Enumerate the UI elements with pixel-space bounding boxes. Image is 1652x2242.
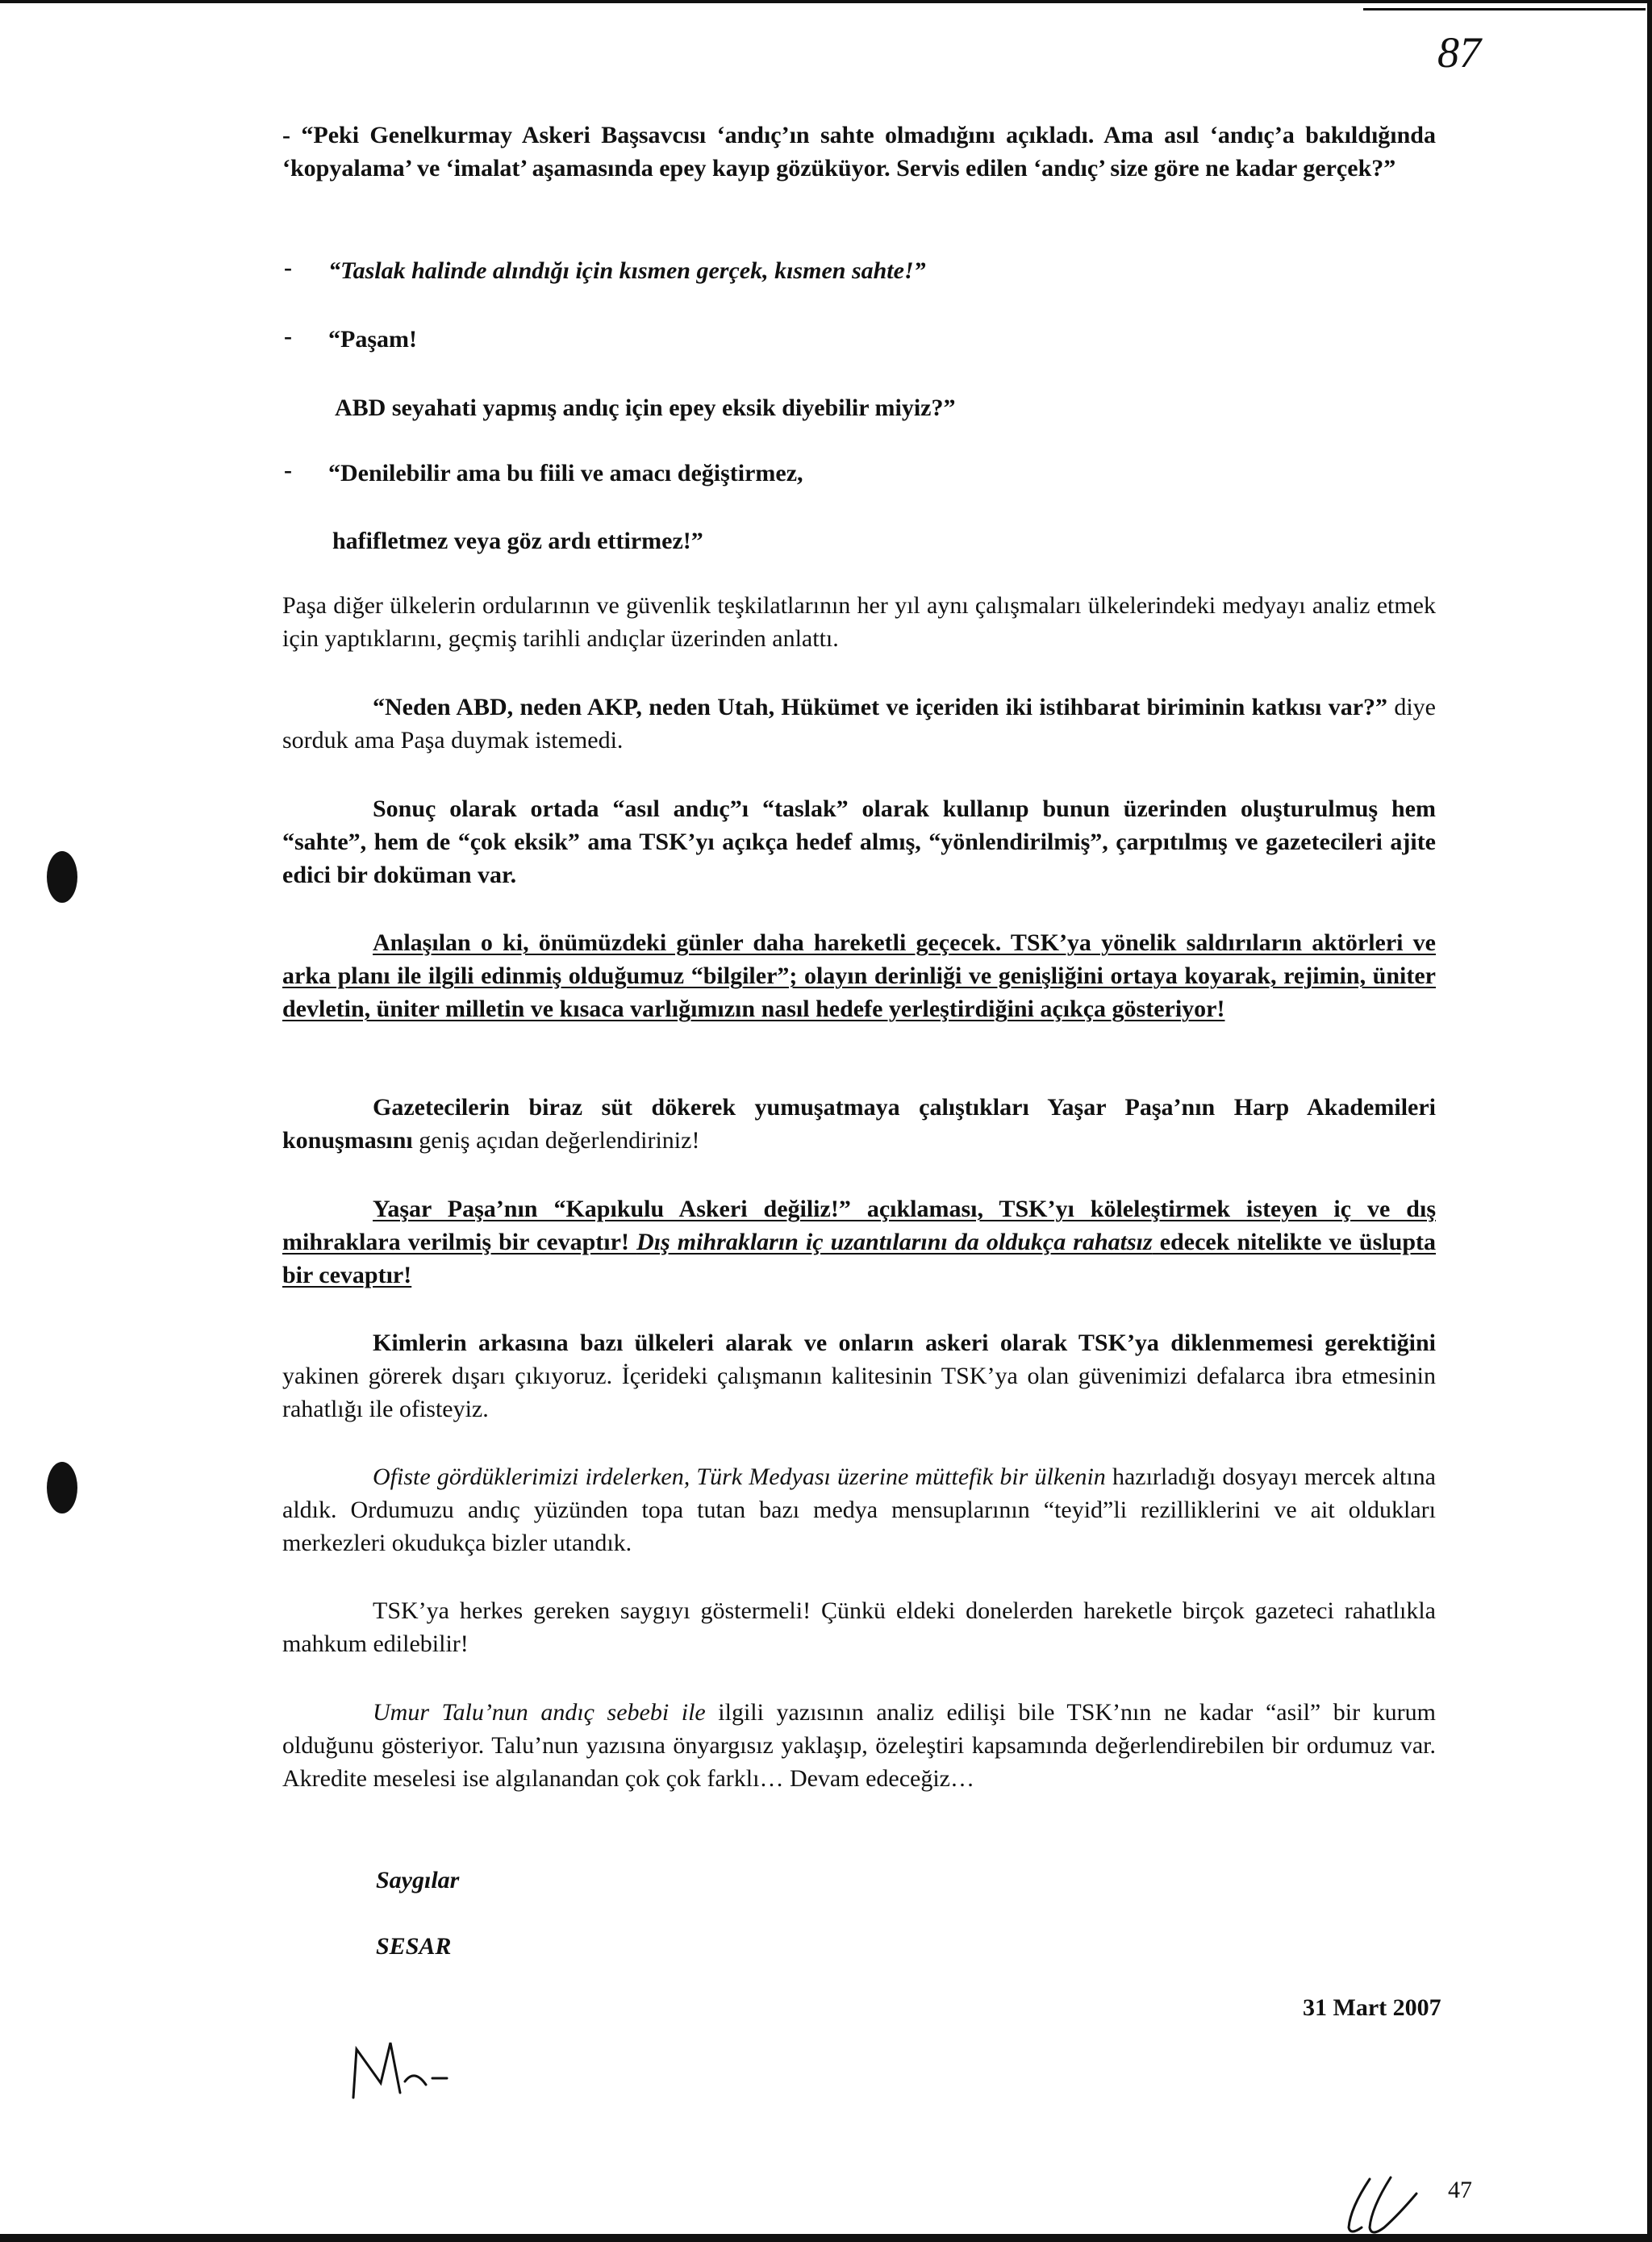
kapikulu-italic: Dış mihrakların iç uzantılarını da oldukça rahatsız	[636, 1229, 1153, 1255]
paragraph-talu	[282, 1696, 1436, 1795]
handwritten-page-number: 87	[1437, 28, 1481, 77]
signature-name: SESAR	[376, 1933, 452, 1960]
speech-rest: geniş açıdan değerlendiriniz!	[412, 1127, 700, 1154]
dash-marker-1: -	[284, 254, 292, 281]
page-number: 47	[1448, 2177, 1472, 2203]
handwritten-initial-signature	[348, 2033, 461, 2106]
scan-border-top	[0, 0, 1652, 3]
handwritten-corner-signature	[1339, 2174, 1444, 2239]
paragraph-media-file	[282, 1460, 1436, 1559]
talu-italic: Umur Talu’nun andıç sebebi ile	[373, 1699, 706, 1726]
punch-hole-top	[47, 851, 77, 903]
speech-bold: Gazetecilerin biraz süt dökerek yumuşatmaya çalıştıkları Yaşar Paşa’nın Harp Akademileri konuşmasını	[282, 1094, 1436, 1154]
talu-rest: ilgili yazısının analiz edilişi bile TSK’nın ne kadar “asil” bir kurum olduğunu gösteriyor. Talu’nun yazısına önyargısız yaklaşıp, özeleştiri kapsamında değerlendirebilen bir ordumuz var. Akredite meselesi ise algılanandan çok çok farklı… Devam edeceğiz…	[282, 1699, 1436, 1792]
closing: Saygılar	[376, 1867, 460, 1893]
question-2-line-1: “Paşam!	[328, 326, 417, 353]
dash-marker-3: -	[284, 457, 292, 483]
scan-border-right	[1647, 0, 1652, 2242]
paragraph-kapikulu	[282, 1192, 1436, 1292]
paragraph-office	[282, 1326, 1436, 1426]
office-bold: Kimlerin arkasına bazı ülkeleri alarak ve onların askeri olarak TSK’ya diklenmemesi gerektiğini	[373, 1330, 1436, 1356]
scan-line-top-right	[1363, 8, 1646, 10]
punch-hole-bottom	[47, 1462, 77, 1513]
media-file-italic: Ofiste gördüklerimizi irdelerken, Türk Medyası üzerine müttefik bir ülkenin	[373, 1463, 1106, 1490]
answer-3-line-2: hafifletmez veya göz ardı ettirmez!”	[332, 528, 703, 554]
question-why-rest: diye sorduk ama Paşa duymak istemedi.	[282, 694, 1437, 754]
kapikulu-end: edecek nitelikte ve üslupta bir cevaptır!	[282, 1229, 1436, 1288]
question-why-bold: “Neden ABD, neden AKP, neden Utah, Hükümet ve içeriden iki istihbarat biriminin katkısı var?”	[373, 694, 1388, 720]
office-rest: yakinen görerek dışarı çıkıyoruz. İçerideki çalışmanın kalitesinin TSK’ya olan güvenimizi defalarca ibra etmesinin rahatlığı ile ofisteyiz.	[282, 1363, 1436, 1422]
dash-marker-2: -	[284, 323, 292, 349]
answer-3-line-1: “Denilebilir ama bu fiili ve amacı değiştirmez,	[328, 460, 803, 486]
document-date: 31 Mart 2007	[1303, 1994, 1441, 2021]
paragraph-analysis: Paşa diğer ülkelerin ordularının ve güvenlik teşkilatlarının her yıl aynı çalışmaları ülkelerindeki medyayı analiz etmek için yaptıklarını, geçmiş tarihli andıçlar üzerinden anlattı.	[282, 592, 1436, 652]
media-file-rest: hazırladığı dosyayı mercek altına aldık. Ordumuzu andıç yüzünden topa tutan bazı medya mensuplarının “teyid”li rezilliklerini ve ait oldukları merkezleri okudukça bizler utandık.	[282, 1463, 1436, 1556]
paragraph-respect: TSK’ya herkes gereken saygıyı göstermeli! Çünkü eldeki donelerden hareketle birçok gazeteci rahatlıkla mahkum edilebilir!	[282, 1597, 1436, 1657]
paragraph-speech	[282, 1091, 1436, 1157]
paragraph-underlined-warning: Anlaşılan o ki, önümüzdeki günler daha hareketli geçecek. TSK’ya yönelik saldırıların aktörleri ve arka planı ile ilgili edinmiş olduğumuz “bilgiler”; olayın derinliği ve genişliğini ortaya koyarak, rejimin, üniter devletin, üniter milletin ve kısaca varlığımızın nasıl hedefe yerleştirdiğini açıkça gösteriyor!	[282, 929, 1436, 1022]
paragraph-conclusion: Sonuç olarak ortada “asıl andıç”ı “taslak” olarak kullanıp bunun üzerinden oluşturulmuş hem “sahte”, hem de “çok eksik” ama TSK’yı açıkça hedef almış, “yönlendirilmiş”, çarpıtılmış ve gazetecileri ajite edici bir doküman var.	[282, 795, 1436, 888]
paragraph-question-why	[282, 691, 1436, 757]
question-2-line-2: ABD seyahati yapmış andıç için epey eksik diyebilir miyiz?”	[335, 395, 956, 421]
paragraph-question-1: - “Peki Genelkurmay Askeri Başsavcısı ‘andıç’ın sahte olmadığını açıkladı. Ama asıl ‘andıç’a bakıldığında ‘kopyalama’ ve ‘imalat’ aşamasında epey kayıp gözüküyor. Servis edilen ‘andıç’ size göre ne kadar gerçek?”	[282, 122, 1436, 182]
answer-1: “Taslak halinde alındığı için kısmen gerçek, kısmen sahte!”	[328, 257, 926, 284]
kapikulu-main: Yaşar Paşa’nın “Kapıkulu Askeri değiliz!” açıklaması, TSK’yı köleleştirmek isteyen iç ve dış mihraklara verilmiş bir cevaptır!	[282, 1196, 1436, 1255]
